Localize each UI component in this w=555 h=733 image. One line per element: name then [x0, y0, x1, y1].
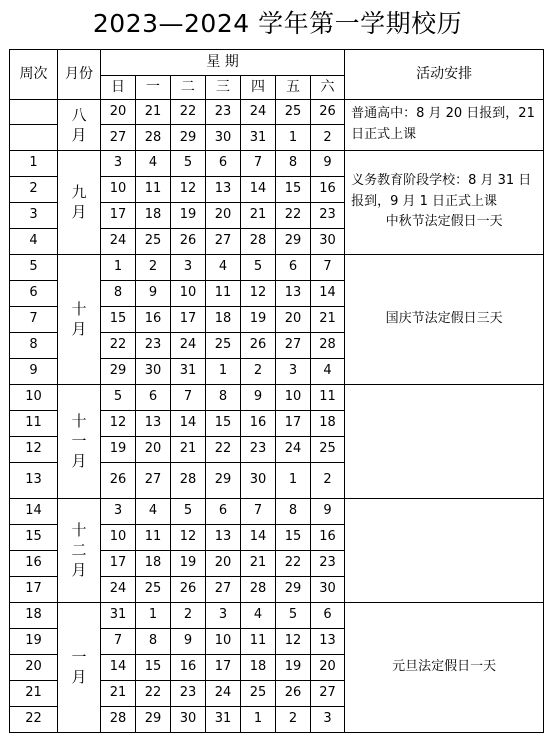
date-cell-sat: 21: [311, 306, 345, 332]
week-number-cell: 14: [10, 498, 58, 524]
week-number-cell: 17: [10, 576, 58, 602]
date-cell-mon: 11: [136, 176, 171, 202]
date-cell-sat: 16: [311, 176, 345, 202]
date-cell-tue: 14: [171, 410, 206, 436]
date-cell-mon: 25: [136, 228, 171, 254]
week-number-cell: 4: [10, 228, 58, 254]
date-cell-mon: 9: [136, 280, 171, 306]
date-cell-wed: 20: [206, 550, 241, 576]
activity-cell-sep: [345, 150, 544, 254]
date-cell-fri: 10: [276, 384, 311, 410]
day-header-fri: 五: [276, 76, 311, 100]
date-cell-fri: 27: [276, 332, 311, 358]
date-cell-tue: 21: [171, 436, 206, 462]
activity-cell-jan: [345, 602, 544, 732]
date-cell-tue: 5: [171, 498, 206, 524]
date-cell-sat: 7: [311, 254, 345, 280]
activity-cell-oct: [345, 254, 544, 384]
date-cell-sat: 23: [311, 202, 345, 228]
week-number-cell: 2: [10, 176, 58, 202]
week-number-cell: 15: [10, 524, 58, 550]
date-cell-thu: 23: [241, 436, 276, 462]
date-cell-sun: 26: [101, 462, 136, 498]
month-cell-nov: [58, 384, 101, 498]
date-cell-mon: 15: [136, 654, 171, 680]
date-cell-sun: 12: [101, 410, 136, 436]
date-cell-sun: 27: [101, 125, 136, 150]
date-cell-sun: 17: [101, 550, 136, 576]
date-cell-fri: 12: [276, 628, 311, 654]
date-cell-wed: 3: [206, 602, 241, 628]
date-cell-wed: 20: [206, 202, 241, 228]
date-cell-sun: 3: [101, 498, 136, 524]
date-cell-wed: 1: [206, 358, 241, 384]
week-number-cell: 16: [10, 550, 58, 576]
day-header-sat: 六: [311, 76, 345, 100]
date-cell-sat: 20: [311, 654, 345, 680]
date-cell-sun: 14: [101, 654, 136, 680]
date-cell-sat: 14: [311, 280, 345, 306]
week-number-cell: 8: [10, 332, 58, 358]
date-cell-thu: 11: [241, 628, 276, 654]
date-cell-fri: 20: [276, 306, 311, 332]
date-cell-tue: 9: [171, 628, 206, 654]
date-cell-thu: 4: [241, 602, 276, 628]
month-cell-jan: [58, 602, 101, 732]
date-cell-tue: 26: [171, 228, 206, 254]
date-cell-tue: 28: [171, 462, 206, 498]
date-cell-thu: 7: [241, 150, 276, 176]
date-cell-thu: 9: [241, 384, 276, 410]
date-cell-fri: 24: [276, 436, 311, 462]
date-cell-wed: 6: [206, 150, 241, 176]
week-row: [10, 150, 544, 176]
month-label-jan: 一月: [71, 648, 87, 687]
activity-text-aug: 普通高中：8 月 20 日报到，21 日正式上课: [351, 106, 535, 142]
date-cell-mon: 1: [136, 602, 171, 628]
week-number-cell: 21: [10, 680, 58, 706]
weekday-group-header: 星 期: [101, 50, 345, 76]
date-cell-wed: 31: [206, 706, 241, 732]
date-cell-thu: 18: [241, 654, 276, 680]
date-cell-tue: 16: [171, 654, 206, 680]
week-number-cell: 20: [10, 654, 58, 680]
date-cell-wed: 13: [206, 176, 241, 202]
date-cell-mon: 11: [136, 524, 171, 550]
week-number-cell: [10, 100, 58, 125]
activity-header: 活动安排: [345, 50, 544, 100]
date-cell-sat: 26: [311, 100, 345, 125]
date-cell-fri: 26: [276, 680, 311, 706]
date-cell-mon: 22: [136, 680, 171, 706]
date-cell-sat: 18: [311, 410, 345, 436]
month-label-sep: 九月: [71, 183, 87, 222]
week-header: 周次: [10, 50, 58, 100]
week-number-cell: 11: [10, 410, 58, 436]
date-cell-thu: 31: [241, 125, 276, 150]
date-cell-sat: 2: [311, 462, 345, 498]
date-cell-wed: 13: [206, 524, 241, 550]
week-number-cell: 10: [10, 384, 58, 410]
date-cell-fri: 29: [276, 228, 311, 254]
header-row-1: [10, 50, 544, 76]
date-cell-sun: 20: [101, 100, 136, 125]
date-cell-mon: 25: [136, 576, 171, 602]
date-cell-wed: 24: [206, 680, 241, 706]
date-cell-fri: 15: [276, 176, 311, 202]
date-cell-wed: 4: [206, 254, 241, 280]
week-number-cell: 19: [10, 628, 58, 654]
month-cell-sep: [58, 150, 101, 254]
date-cell-fri: 1: [276, 462, 311, 498]
date-cell-wed: 11: [206, 280, 241, 306]
date-cell-sat: 6: [311, 602, 345, 628]
date-cell-thu: 19: [241, 306, 276, 332]
date-cell-wed: 27: [206, 228, 241, 254]
date-cell-tue: 12: [171, 176, 206, 202]
date-cell-thu: 30: [241, 462, 276, 498]
date-cell-mon: 21: [136, 100, 171, 125]
date-cell-sun: 21: [101, 680, 136, 706]
month-label-oct: 十月: [71, 300, 87, 339]
date-cell-wed: 15: [206, 410, 241, 436]
date-cell-thu: 21: [241, 202, 276, 228]
date-cell-fri: 25: [276, 100, 311, 125]
date-cell-fri: 13: [276, 280, 311, 306]
date-cell-sat: 9: [311, 150, 345, 176]
date-cell-tue: 10: [171, 280, 206, 306]
date-cell-mon: 18: [136, 550, 171, 576]
date-cell-tue: 12: [171, 524, 206, 550]
date-cell-thu: 7: [241, 498, 276, 524]
date-cell-mon: 20: [136, 436, 171, 462]
week-number-cell: 7: [10, 306, 58, 332]
date-cell-thu: 14: [241, 176, 276, 202]
date-cell-sun: 10: [101, 176, 136, 202]
date-cell-thu: 1: [241, 706, 276, 732]
date-cell-fri: 19: [276, 654, 311, 680]
month-cell-dec: [58, 498, 101, 602]
day-header-sun: 日: [101, 76, 136, 100]
date-cell-sun: 10: [101, 524, 136, 550]
activity-cell-nov: [345, 384, 544, 498]
date-cell-wed: 17: [206, 654, 241, 680]
date-cell-thu: 12: [241, 280, 276, 306]
date-cell-sat: 11: [311, 384, 345, 410]
date-cell-fri: 8: [276, 498, 311, 524]
date-cell-mon: 13: [136, 410, 171, 436]
activity-text-jan: 元旦法定假日一天: [392, 658, 497, 674]
date-cell-sat: 13: [311, 628, 345, 654]
date-cell-thu: 25: [241, 680, 276, 706]
week-number-cell: 18: [10, 602, 58, 628]
activity-text-sep-enrollment: 义务教育阶段学校：8 月 31 日报到，9 月 1 日正式上课: [351, 172, 532, 209]
date-cell-sun: 1: [101, 254, 136, 280]
date-cell-wed: 29: [206, 462, 241, 498]
date-cell-fri: 29: [276, 576, 311, 602]
date-cell-sat: 30: [311, 228, 345, 254]
date-cell-mon: 28: [136, 125, 171, 150]
month-label-aug: 八月: [71, 105, 87, 144]
date-cell-wed: 6: [206, 498, 241, 524]
day-header-wed: 三: [206, 76, 241, 100]
week-number-cell: 1: [10, 150, 58, 176]
activity-cell-aug: [345, 100, 544, 151]
date-cell-sun: 22: [101, 332, 136, 358]
date-cell-thu: 5: [241, 254, 276, 280]
date-cell-mon: 29: [136, 706, 171, 732]
date-cell-tue: 19: [171, 202, 206, 228]
week-number-cell: 13: [10, 462, 58, 498]
date-cell-thu: 28: [241, 576, 276, 602]
date-cell-sat: 25: [311, 436, 345, 462]
date-cell-fri: 22: [276, 202, 311, 228]
date-cell-sun: 24: [101, 576, 136, 602]
day-header-thu: 四: [241, 76, 276, 100]
date-cell-sun: 5: [101, 384, 136, 410]
date-cell-fri: 1: [276, 125, 311, 150]
week-row: [10, 498, 544, 524]
week-number-cell: 12: [10, 436, 58, 462]
date-cell-sun: 24: [101, 228, 136, 254]
month-label-nov: 十一月: [71, 412, 87, 471]
date-cell-tue: 30: [171, 706, 206, 732]
date-cell-thu: 2: [241, 358, 276, 384]
date-cell-thu: 24: [241, 100, 276, 125]
date-cell-wed: 25: [206, 332, 241, 358]
date-cell-sun: 3: [101, 150, 136, 176]
date-cell-fri: 6: [276, 254, 311, 280]
date-cell-tue: 17: [171, 306, 206, 332]
date-cell-thu: 16: [241, 410, 276, 436]
date-cell-mon: 16: [136, 306, 171, 332]
date-cell-thu: 26: [241, 332, 276, 358]
week-number-cell: 9: [10, 358, 58, 384]
school-calendar-table: [9, 49, 544, 733]
date-cell-tue: 22: [171, 100, 206, 125]
date-cell-sun: 31: [101, 602, 136, 628]
activity-text-oct: 国庆节法定假日三天: [385, 310, 503, 326]
week-row: [10, 254, 544, 280]
date-cell-sat: 2: [311, 125, 345, 150]
week-number-cell: 6: [10, 280, 58, 306]
date-cell-mon: 4: [136, 498, 171, 524]
date-cell-mon: 27: [136, 462, 171, 498]
date-cell-tue: 3: [171, 254, 206, 280]
date-cell-wed: 23: [206, 100, 241, 125]
date-cell-fri: 3: [276, 358, 311, 384]
date-cell-fri: 8: [276, 150, 311, 176]
week-number-cell: 22: [10, 706, 58, 732]
date-cell-mon: 30: [136, 358, 171, 384]
date-cell-sat: 9: [311, 498, 345, 524]
date-cell-sat: 4: [311, 358, 345, 384]
date-cell-sun: 28: [101, 706, 136, 732]
date-cell-tue: 24: [171, 332, 206, 358]
month-cell-oct: [58, 254, 101, 384]
page-title: 2023—2024 学年第一学期校历: [92, 9, 463, 38]
date-cell-thu: 28: [241, 228, 276, 254]
date-cell-wed: 22: [206, 436, 241, 462]
month-header: 月份: [58, 50, 101, 100]
date-cell-sun: 19: [101, 436, 136, 462]
month-label-dec: 十二月: [71, 521, 87, 580]
date-cell-thu: 21: [241, 550, 276, 576]
week-number-cell: [10, 125, 58, 150]
date-cell-sun: 17: [101, 202, 136, 228]
activity-text-mid-autumn-holiday: 中秋节法定假日一天: [385, 214, 503, 230]
date-cell-fri: 22: [276, 550, 311, 576]
date-cell-fri: 5: [276, 602, 311, 628]
week-number-cell: 5: [10, 254, 58, 280]
day-header-tue: 二: [171, 76, 206, 100]
activity-cell-dec: [345, 498, 544, 602]
week-row: [10, 384, 544, 410]
date-cell-mon: 18: [136, 202, 171, 228]
date-cell-wed: 8: [206, 384, 241, 410]
date-cell-wed: 18: [206, 306, 241, 332]
date-cell-tue: 19: [171, 550, 206, 576]
date-cell-wed: 30: [206, 125, 241, 150]
date-cell-wed: 27: [206, 576, 241, 602]
week-row: [10, 602, 544, 628]
date-cell-sat: 30: [311, 576, 345, 602]
date-cell-mon: 2: [136, 254, 171, 280]
week-number-cell: 3: [10, 202, 58, 228]
date-cell-sun: 29: [101, 358, 136, 384]
date-cell-sun: 15: [101, 306, 136, 332]
day-header-mon: 一: [136, 76, 171, 100]
date-cell-tue: 5: [171, 150, 206, 176]
date-cell-sat: 28: [311, 332, 345, 358]
date-cell-sat: 3: [311, 706, 345, 732]
date-cell-mon: 23: [136, 332, 171, 358]
date-cell-mon: 6: [136, 384, 171, 410]
date-cell-tue: 31: [171, 358, 206, 384]
week-row: [10, 100, 544, 125]
date-cell-tue: 29: [171, 125, 206, 150]
date-cell-tue: 23: [171, 680, 206, 706]
date-cell-thu: 14: [241, 524, 276, 550]
date-cell-fri: 15: [276, 524, 311, 550]
date-cell-tue: 7: [171, 384, 206, 410]
date-cell-sat: 23: [311, 550, 345, 576]
date-cell-sat: 27: [311, 680, 345, 706]
date-cell-sun: 8: [101, 280, 136, 306]
date-cell-mon: 8: [136, 628, 171, 654]
date-cell-mon: 4: [136, 150, 171, 176]
date-cell-sat: 16: [311, 524, 345, 550]
date-cell-tue: 26: [171, 576, 206, 602]
month-cell-aug: [58, 100, 101, 151]
date-cell-sun: 7: [101, 628, 136, 654]
date-cell-fri: 2: [276, 706, 311, 732]
date-cell-wed: 10: [206, 628, 241, 654]
date-cell-tue: 2: [171, 602, 206, 628]
date-cell-fri: 17: [276, 410, 311, 436]
